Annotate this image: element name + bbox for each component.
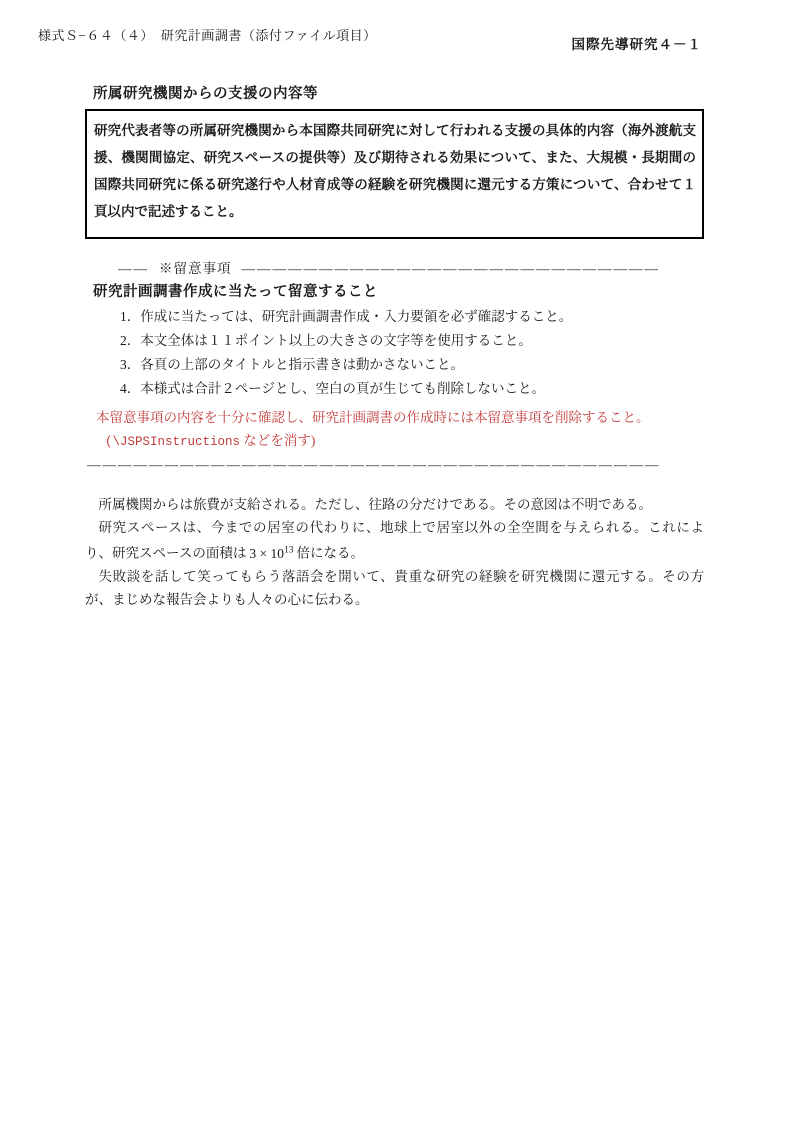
warning-code: (\JSPSInstructions	[105, 435, 241, 449]
notes-divider	[118, 257, 704, 277]
divider-dashes-right: ———————————————————————————	[241, 261, 660, 276]
note-item-2: 2．本文全体は１１ポイント以上の大きさの文字等を使用すること。	[120, 333, 532, 348]
instruction-text: 研究代表者等の所属研究機関から本国際共同研究に対して行われる支援の具体的内容（海外渡航支援、機関間協定、研究スペースの提供等）及び期待される効果について、また、大規模・長期間の国際共同研究に係る研究遂行や人材育成等の経験を研究機関に還元する方策について、合わせて１頁以内で記述すること。	[94, 123, 696, 219]
body-paragraph-2	[85, 516, 704, 565]
page-header	[38, 25, 702, 53]
body-paragraph-1: 所属機関からは旅費が支給される。ただし、往路の分だけである。その意図は不明である。	[98, 497, 652, 512]
note-item-4: 4．本様式は合計２ページとし、空白の頁が生じても削除しないこと。	[120, 381, 545, 396]
body-text	[85, 493, 704, 611]
divider-dashes-left: ——	[118, 261, 149, 276]
formula-base: 3 × 10	[249, 545, 284, 561]
warning-line-2	[105, 429, 704, 454]
document-code: 国際先導研究４－１	[571, 37, 702, 52]
note-item-1: 1．作成に当たっては、研究計画調書作成・入力要領を必ず確認すること。	[120, 309, 573, 324]
notes-heading: 研究計画調書作成に当たって留意すること	[93, 284, 378, 300]
notes-list	[120, 305, 704, 401]
bottom-divider: —————————————————————————————————————	[87, 457, 661, 472]
body-paragraph-3: 失敗談を話して笑ってもらう落語会を開いて、貴重な研究の経験を研究機関に還元する。その方が、まじめな報告会よりも人々の心に伝わる。	[85, 568, 704, 607]
content-column	[85, 82, 704, 611]
section-title: 所属研究機関からの支援の内容等	[93, 86, 318, 102]
area-formula	[249, 546, 293, 561]
warning-code-suffix: などを消す)	[240, 433, 316, 448]
formula-exponent: 13	[283, 545, 294, 555]
form-number: 様式Ｓ−６４（４） 研究計画調書（添付ファイル項目）	[38, 28, 377, 43]
instruction-box	[85, 109, 704, 239]
note-item-3: 3．各頁の上部のタイトルと指示書きは動かさないこと。	[120, 357, 464, 372]
warning-line-1: 本留意事項の内容を十分に確認し、研究計画調書の作成時には本留意事項を削除すること。	[96, 410, 650, 425]
body-paragraph-2-text: 研究スペースは、今までの居室の代わりに、地球上で居室以外の全空間を与えられる。これにより、研究スペースの面積は	[85, 520, 704, 561]
body-paragraph-2-suffix: 倍になる。	[296, 545, 364, 561]
warning-block	[85, 406, 704, 454]
divider-label: ※留意事項	[159, 261, 232, 276]
